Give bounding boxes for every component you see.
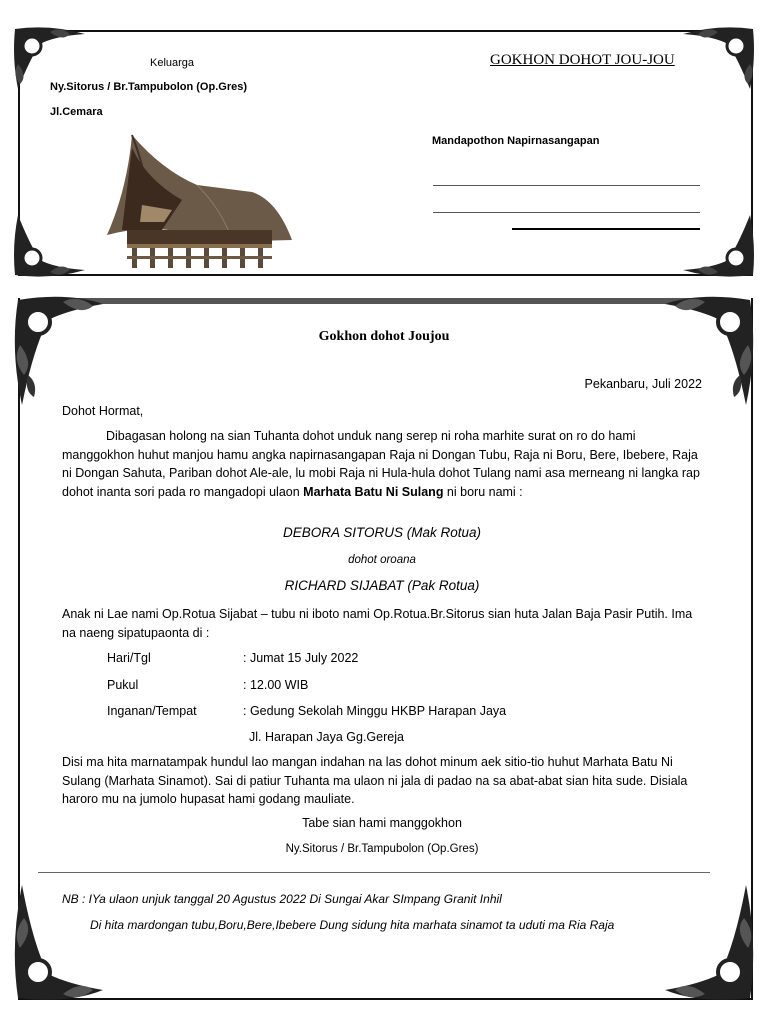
detail-address-continued: Jl. Harapan Jaya Gg.Gereja	[249, 730, 404, 744]
recipient-label: Mandapothon Napirnasangapan	[432, 135, 600, 147]
paragraph-text: Dibagasan holong na sian Tuhanta dohot unduk nang serep ni roha marhite surat on ro do hami manggokhon huhut manjou hamu angka napirnasangapan Raja ni Dongan Tubu, Raja ni Boru, Bere, Ibebere, Raja ni Dongan Sahuta, Pariban dohot Ale-ale, lu mobi Raja ni Hula-hula dohot Tulang nami asa merneang ni langka rap dohot inanta sori pada ro mangadopi ulaon	[62, 429, 700, 499]
address-line	[433, 212, 700, 213]
event-name: Marhata Batu Ni Sulang	[303, 484, 444, 499]
letter-heading: Gokhon dohot Joujou	[318, 329, 450, 344]
envelope-title: GOKHON DOHOT JOU-JOU	[490, 52, 675, 68]
corner-ornament-icon	[8, 290, 108, 410]
batak-house-image	[102, 130, 294, 272]
detail-label-time: Pukul	[107, 678, 139, 692]
detail-label-date: Hari/Tgl	[107, 651, 151, 665]
address-line	[512, 228, 700, 230]
place-date: Pekanbaru, Juli 2022	[584, 377, 702, 391]
corner-ornament-icon	[660, 880, 760, 1005]
bride-name: DEBORA SITORUS (Mak Rotua)	[282, 525, 482, 540]
street-address: Jl.Cemara	[50, 106, 103, 118]
paragraph-closing: Disi ma hita marnatampak hundul lao mangan indahan na las dohot minum aek sitio-tio huhut Marhata Batu Ni Sulang (Marhata Sinamot). Sai di patiur Tuhanta ma ulaon ni jala di padao na sa abat-abat sian hita sude. Disiala haroro mu na jumolo hupasat hami godang mauliate.	[62, 755, 688, 806]
detail-value-place: : Gedung Sekolah Minggu HKBP Harapan Jaya	[243, 704, 507, 718]
corner-ornament-icon	[678, 24, 758, 94]
note-line-1: NB : IYa ulaon unjuk tanggal 20 Agustus 2022 Di Sungai Akar SImpang Granit Inhil	[62, 892, 502, 906]
corner-ornament-icon	[678, 210, 758, 280]
greeting: Dohot Hormat,	[62, 404, 144, 418]
corner-ornament-icon	[10, 210, 90, 280]
closing-phrase: Tabe sian hami manggokhon	[302, 816, 462, 830]
letter-top-bar	[42, 298, 730, 304]
family-name: Ny.Sitorus / Br.Tampubolon (Op.Gres)	[50, 81, 247, 93]
groom-name: RICHARD SIJABAT (Pak Rotua)	[284, 578, 480, 593]
signature: Ny.Sitorus / Br.Tampubolon (Op.Gres)	[285, 843, 479, 855]
detail-value-time: : 12.00 WIB	[243, 678, 309, 692]
paragraph-invitation	[62, 427, 702, 501]
detail-value-date: : Jumat 15 July 2022	[243, 651, 359, 665]
note-line-2: Di hita mardongan tubu,Boru,Bere,Ibebere Dung sidung hita marhata sinamot ta uduti ma Ria Raja	[90, 918, 615, 932]
conjunction-text: dohot oroana	[348, 554, 416, 566]
divider	[38, 872, 710, 873]
family-label: Keluarga	[150, 57, 195, 69]
address-line	[433, 185, 700, 186]
paragraph-text: ni boru nami :	[443, 484, 523, 499]
detail-label-place: Inganan/Tempat	[107, 704, 197, 718]
paragraph-family: Anak ni Lae nami Op.Rotua Sijabat – tubu ni iboto nami Op.Rotua.Br.Sitorus sian huta Jalan Baja Pasir Putih. Ima na naeng sipatupaonta di :	[62, 607, 693, 640]
